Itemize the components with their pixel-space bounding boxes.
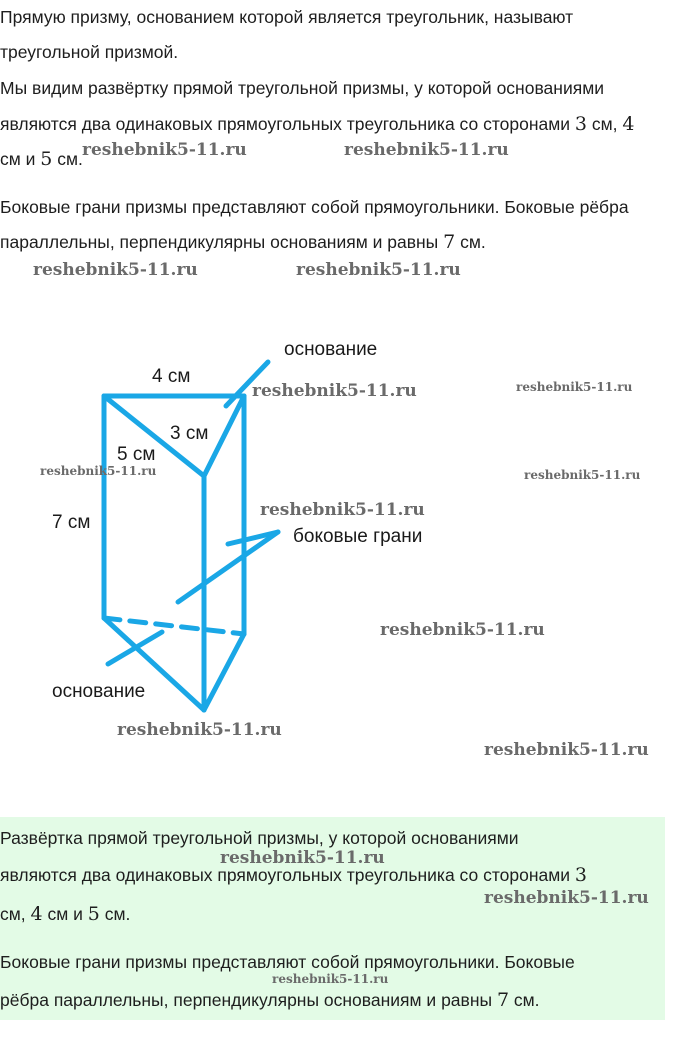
net-line-2: [0, 107, 634, 142]
watermark: reshebnik5-11.ru: [40, 464, 157, 478]
net-text: см.: [52, 149, 83, 169]
watermark: reshebnik5-11.ru: [516, 380, 633, 394]
faces-text: параллельны, перпендикулярны основаниям и равны: [0, 232, 444, 252]
watermark: reshebnik5-11.ru: [272, 972, 389, 986]
net-line-3: [0, 142, 83, 177]
watermark: reshebnik5-11.ru: [524, 468, 641, 482]
faces-line-1: [0, 190, 629, 225]
label-5cm: 5 см: [117, 444, 156, 465]
number-4: 4: [30, 903, 43, 925]
conclusion-text: см,: [0, 904, 31, 924]
conclusion-text: см и: [42, 904, 88, 924]
watermark: reshebnik5-11.ru: [296, 260, 461, 280]
pointer-bottom-base: [108, 632, 162, 664]
conclusion-text: см.: [509, 990, 540, 1010]
watermark: reshebnik5-11.ru: [117, 720, 282, 740]
number-3: 3: [574, 864, 588, 886]
number-7: 7: [443, 231, 456, 253]
faces-line-2: [0, 225, 486, 260]
conclusion-line-3: [0, 897, 130, 932]
label-bottom-base: основание: [52, 681, 146, 702]
net-text: см и: [0, 149, 41, 169]
intro-text: Прямую призму, основанием которой является треугольник, называют: [0, 7, 574, 27]
watermark: reshebnik5-11.ru: [484, 888, 649, 908]
net-text: см,: [587, 114, 623, 134]
intro-text: треугольной призмой.: [0, 42, 179, 62]
faces-text: Боковые грани призмы представляют собой прямоугольники. Боковые рёбра: [0, 197, 629, 217]
intro-line-1: [0, 0, 573, 35]
intro-line-2: [0, 35, 178, 70]
number-7: 7: [496, 989, 510, 1011]
number-5: 5: [87, 903, 100, 925]
label-4cm: 4 см: [152, 366, 191, 387]
watermark: reshebnik5-11.ru: [220, 848, 385, 868]
bottom-edge-hidden: [104, 618, 244, 634]
conclusion-line-5: [0, 983, 540, 1018]
conclusion-text: являются два одинаковых прямоугольных треугольника со сторонами: [0, 865, 575, 885]
conclusion-text: рёбра параллельны, перпендикулярны основаниям и равны: [0, 990, 497, 1010]
bottom-edge-front-right: [204, 634, 244, 710]
top-edge-3cm: [204, 396, 244, 476]
watermark: reshebnik5-11.ru: [252, 381, 417, 401]
label-3cm: 3 см: [170, 423, 209, 444]
faces-text: см.: [455, 232, 486, 252]
label-side-faces: боковые грани: [293, 526, 423, 547]
watermark: reshebnik5-11.ru: [82, 140, 247, 160]
conclusion-text: Развёртка прямой треугольной призмы, у которой основаниями: [0, 828, 519, 848]
conclusion-text: Боковые грани призмы представляют собой прямоугольники. Боковые: [0, 952, 575, 972]
watermark: reshebnik5-11.ru: [344, 140, 509, 160]
conclusion-text: см.: [99, 904, 131, 924]
net-text: являются два одинаковых прямоугольных треугольника со сторонами: [0, 114, 575, 134]
net-text: Мы видим развёртку прямой треугольной призмы, у которой основаниями: [0, 78, 604, 98]
watermark: reshebnik5-11.ru: [33, 260, 198, 280]
number-5: 5: [40, 148, 53, 170]
label-7cm: 7 см: [52, 512, 91, 533]
watermark: reshebnik5-11.ru: [380, 620, 545, 640]
number-4: 4: [622, 113, 635, 135]
watermark: reshebnik5-11.ru: [484, 740, 649, 760]
number-3: 3: [574, 113, 588, 135]
label-top-base: основание: [284, 339, 378, 360]
net-line-1: [0, 71, 604, 106]
watermark: reshebnik5-11.ru: [260, 500, 425, 520]
